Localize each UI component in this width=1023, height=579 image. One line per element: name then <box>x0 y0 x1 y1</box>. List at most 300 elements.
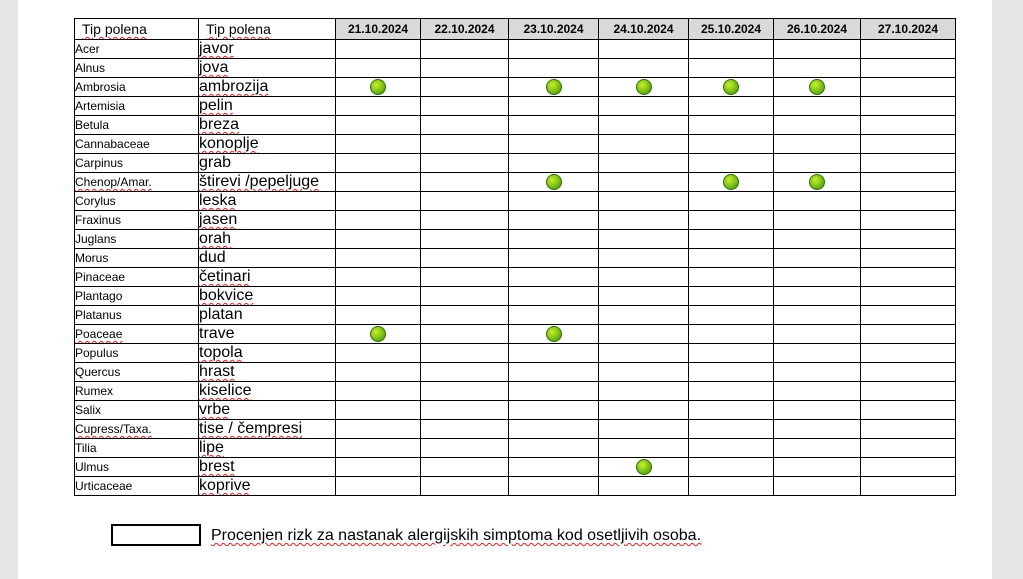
day-cell <box>599 458 689 477</box>
latin-name: Betula <box>75 118 110 132</box>
day-cell <box>689 40 774 59</box>
day-cell <box>689 287 774 306</box>
day-cell <box>421 59 509 78</box>
day-cell <box>421 363 509 382</box>
local-name: orah <box>199 230 232 247</box>
risk-dot-icon <box>723 174 739 190</box>
local-name-cell <box>199 154 336 173</box>
local-name: hrast <box>199 363 235 380</box>
day-cell <box>421 40 509 59</box>
latin-name-cell <box>75 306 199 325</box>
day-cell <box>509 192 599 211</box>
day-cell <box>509 40 599 59</box>
day-cell <box>861 382 956 401</box>
table-row <box>75 458 956 477</box>
day-cell <box>421 192 509 211</box>
latin-name: Corylus <box>75 194 116 208</box>
day-cell <box>509 154 599 173</box>
day-cell <box>421 306 509 325</box>
local-name-cell <box>199 192 336 211</box>
table-row <box>75 477 956 496</box>
local-name-cell <box>199 78 336 97</box>
day-cell <box>509 135 599 154</box>
local-name-cell <box>199 325 336 344</box>
day-cell <box>421 211 509 230</box>
risk-dot-icon <box>809 79 825 95</box>
day-cell <box>421 420 509 439</box>
day-cell <box>509 420 599 439</box>
day-cell <box>689 59 774 78</box>
day-cell <box>336 211 421 230</box>
day-cell <box>861 325 956 344</box>
latin-name-cell <box>75 78 199 97</box>
table-row <box>75 287 956 306</box>
day-cell <box>336 420 421 439</box>
day-cell <box>689 439 774 458</box>
latin-name: Salix <box>75 403 102 417</box>
day-cell <box>689 135 774 154</box>
table-body <box>75 40 956 496</box>
day-cell <box>509 230 599 249</box>
latin-name-cell <box>75 249 199 268</box>
local-name-cell <box>199 344 336 363</box>
day-cell <box>689 154 774 173</box>
day-cell <box>599 97 689 116</box>
day-cell <box>336 287 421 306</box>
day-cell <box>421 249 509 268</box>
day-cell <box>689 306 774 325</box>
day-cell <box>599 211 689 230</box>
day-cell <box>861 458 956 477</box>
day-cell <box>861 268 956 287</box>
header-row <box>75 19 956 40</box>
day-cell <box>774 458 861 477</box>
day-cell <box>861 439 956 458</box>
latin-name: Artemisia <box>75 99 126 113</box>
day-cell <box>599 249 689 268</box>
latin-name-cell <box>75 477 199 496</box>
day-cell <box>599 325 689 344</box>
local-name-cell <box>199 40 336 59</box>
local-name-cell <box>199 268 336 287</box>
day-cell <box>774 401 861 420</box>
day-cell <box>861 211 956 230</box>
day-cell <box>421 325 509 344</box>
day-cell <box>774 211 861 230</box>
day-cell <box>689 458 774 477</box>
latin-name: Alnus <box>75 61 106 75</box>
day-cell <box>421 382 509 401</box>
table-row <box>75 173 956 192</box>
day-cell <box>689 382 774 401</box>
table-row <box>75 344 956 363</box>
day-cell <box>599 306 689 325</box>
latin-name-cell <box>75 192 199 211</box>
day-cell <box>336 363 421 382</box>
day-cell <box>689 344 774 363</box>
local-name-cell <box>199 439 336 458</box>
table-row <box>75 192 956 211</box>
latin-name: Rumex <box>75 384 114 398</box>
pollen-table <box>74 18 956 496</box>
latin-name: Tilia <box>75 441 97 455</box>
legend-swatch <box>111 524 201 546</box>
local-name-cell <box>199 230 336 249</box>
risk-dot-icon <box>370 79 386 95</box>
latin-name: Pinaceae <box>75 270 126 284</box>
local-name: ambrozija <box>199 78 269 95</box>
day-cell <box>421 97 509 116</box>
latin-name-cell <box>75 135 199 154</box>
local-name: platan <box>199 306 243 323</box>
local-name-cell <box>199 116 336 135</box>
latin-name-cell <box>75 401 199 420</box>
latin-name-cell <box>75 40 199 59</box>
day-cell <box>336 439 421 458</box>
day-cell <box>599 154 689 173</box>
day-cell <box>509 458 599 477</box>
header-date: 21.10.2024 <box>336 19 421 40</box>
latin-name: Quercus <box>75 365 121 379</box>
day-cell <box>861 477 956 496</box>
latin-name-cell <box>75 173 199 192</box>
day-cell <box>599 40 689 59</box>
local-name-cell <box>199 382 336 401</box>
table-row <box>75 401 956 420</box>
local-name: javor <box>199 40 234 57</box>
local-name: brest <box>199 458 235 475</box>
header-local-name: Tip polena <box>199 19 336 40</box>
day-cell <box>336 268 421 287</box>
latin-name-cell <box>75 268 199 287</box>
day-cell <box>509 211 599 230</box>
day-cell <box>599 59 689 78</box>
day-cell <box>861 192 956 211</box>
day-cell <box>336 116 421 135</box>
table-row <box>75 59 956 78</box>
day-cell <box>774 287 861 306</box>
day-cell <box>509 287 599 306</box>
latin-name: Platanus <box>75 308 122 322</box>
day-cell <box>509 401 599 420</box>
day-cell <box>774 154 861 173</box>
local-name: leska <box>199 192 237 209</box>
latin-name: Urticaceae <box>75 479 133 493</box>
latin-name: Ambrosia <box>75 80 126 94</box>
latin-name: Acer <box>75 42 100 56</box>
local-name: breza <box>199 116 240 133</box>
day-cell <box>336 154 421 173</box>
day-cell <box>421 477 509 496</box>
day-cell <box>509 173 599 192</box>
local-name: tise / čempresi <box>199 420 303 437</box>
day-cell <box>689 268 774 287</box>
risk-dot-icon <box>636 79 652 95</box>
day-cell <box>509 97 599 116</box>
local-name-cell <box>199 249 336 268</box>
day-cell <box>336 173 421 192</box>
day-cell <box>774 249 861 268</box>
day-cell <box>861 249 956 268</box>
latin-name: Fraxinus <box>75 213 122 227</box>
local-name-cell <box>199 363 336 382</box>
day-cell <box>336 382 421 401</box>
day-cell <box>689 192 774 211</box>
day-cell <box>509 249 599 268</box>
local-name: vrbe <box>199 401 231 418</box>
day-cell <box>689 116 774 135</box>
local-name-cell <box>199 287 336 306</box>
day-cell <box>774 363 861 382</box>
day-cell <box>689 97 774 116</box>
day-cell <box>689 173 774 192</box>
day-cell <box>689 420 774 439</box>
latin-name-cell <box>75 363 199 382</box>
local-name-cell <box>199 135 336 154</box>
day-cell <box>421 287 509 306</box>
day-cell <box>336 306 421 325</box>
latin-name-cell <box>75 211 199 230</box>
day-cell <box>599 135 689 154</box>
header-date: 22.10.2024 <box>421 19 509 40</box>
day-cell <box>421 135 509 154</box>
day-cell <box>689 363 774 382</box>
day-cell <box>599 420 689 439</box>
day-cell <box>861 78 956 97</box>
day-cell <box>599 192 689 211</box>
day-cell <box>689 325 774 344</box>
table-row <box>75 40 956 59</box>
day-cell <box>689 477 774 496</box>
table-row <box>75 97 956 116</box>
day-cell <box>774 192 861 211</box>
latin-name-cell <box>75 344 199 363</box>
day-cell <box>336 477 421 496</box>
day-cell <box>336 325 421 344</box>
header-date: 26.10.2024 <box>774 19 861 40</box>
day-cell <box>861 287 956 306</box>
day-cell <box>336 97 421 116</box>
day-cell <box>689 230 774 249</box>
latin-name-cell <box>75 382 199 401</box>
local-name: trave <box>199 325 235 342</box>
day-cell <box>421 344 509 363</box>
day-cell <box>336 458 421 477</box>
day-cell <box>774 78 861 97</box>
day-cell <box>336 78 421 97</box>
day-cell <box>509 78 599 97</box>
day-cell <box>421 154 509 173</box>
day-cell <box>861 401 956 420</box>
day-cell <box>509 268 599 287</box>
day-cell <box>599 116 689 135</box>
day-cell <box>861 230 956 249</box>
day-cell <box>421 173 509 192</box>
table-row <box>75 363 956 382</box>
day-cell <box>421 116 509 135</box>
day-cell <box>336 192 421 211</box>
table-row <box>75 135 956 154</box>
day-cell <box>861 40 956 59</box>
day-cell <box>689 249 774 268</box>
day-cell <box>509 363 599 382</box>
local-name-cell <box>199 401 336 420</box>
day-cell <box>774 116 861 135</box>
day-cell <box>599 477 689 496</box>
day-cell <box>774 40 861 59</box>
day-cell <box>861 59 956 78</box>
latin-name: Carpinus <box>75 156 124 170</box>
day-cell <box>774 420 861 439</box>
local-name-cell <box>199 97 336 116</box>
local-name: štirevi /pepeljuge <box>199 173 320 190</box>
table-row <box>75 420 956 439</box>
day-cell <box>599 173 689 192</box>
day-cell <box>421 439 509 458</box>
local-name-cell <box>199 458 336 477</box>
risk-dot-icon <box>723 79 739 95</box>
day-cell <box>509 344 599 363</box>
day-cell <box>689 78 774 97</box>
day-cell <box>509 477 599 496</box>
latin-name: Morus <box>75 251 109 265</box>
risk-dot-icon <box>546 174 562 190</box>
local-name: četinari <box>199 268 251 285</box>
day-cell <box>861 154 956 173</box>
risk-dot-icon <box>809 174 825 190</box>
header-date: 23.10.2024 <box>509 19 599 40</box>
day-cell <box>336 230 421 249</box>
latin-name-cell <box>75 287 199 306</box>
local-name: dud <box>199 249 226 266</box>
day-cell <box>509 116 599 135</box>
day-cell <box>599 344 689 363</box>
local-name-cell <box>199 477 336 496</box>
table-row <box>75 249 956 268</box>
latin-name: Cupress/Taxa. <box>75 422 152 436</box>
risk-dot-icon <box>636 459 652 475</box>
day-cell <box>774 97 861 116</box>
day-cell <box>774 135 861 154</box>
day-cell <box>774 173 861 192</box>
day-cell <box>774 344 861 363</box>
day-cell <box>421 458 509 477</box>
latin-name-cell <box>75 116 199 135</box>
local-name: topola <box>199 344 243 361</box>
local-name-cell <box>199 420 336 439</box>
day-cell <box>336 344 421 363</box>
day-cell <box>774 230 861 249</box>
day-cell <box>774 268 861 287</box>
table-row <box>75 306 956 325</box>
latin-name: Poaceae <box>75 327 123 341</box>
latin-name-cell <box>75 420 199 439</box>
day-cell <box>509 382 599 401</box>
table-row <box>75 382 956 401</box>
day-cell <box>689 401 774 420</box>
table-row <box>75 325 956 344</box>
table-row <box>75 230 956 249</box>
day-cell <box>336 40 421 59</box>
risk-dot-icon <box>546 326 562 342</box>
day-cell <box>861 344 956 363</box>
local-name: pelin <box>199 97 233 114</box>
day-cell <box>774 477 861 496</box>
day-cell <box>509 325 599 344</box>
legend-text: Procenjen rizk za nastanak alergijskih simptoma kod osetljivih osoba. <box>211 527 702 544</box>
day-cell <box>861 97 956 116</box>
table-header <box>75 19 956 40</box>
local-name: lipe <box>199 439 224 456</box>
latin-name: Populus <box>75 346 119 360</box>
day-cell <box>861 173 956 192</box>
day-cell <box>336 59 421 78</box>
day-cell <box>509 306 599 325</box>
day-cell <box>774 306 861 325</box>
header-date: 27.10.2024 <box>861 19 956 40</box>
latin-name-cell <box>75 325 199 344</box>
local-name: jova <box>199 59 229 76</box>
risk-dot-icon <box>370 326 386 342</box>
day-cell <box>509 59 599 78</box>
local-name-cell <box>199 306 336 325</box>
day-cell <box>599 78 689 97</box>
latin-name: Chenop/Amar. <box>75 175 152 189</box>
latin-name-cell <box>75 439 199 458</box>
latin-name-cell <box>75 97 199 116</box>
day-cell <box>336 401 421 420</box>
day-cell <box>421 230 509 249</box>
header-date: 24.10.2024 <box>599 19 689 40</box>
day-cell <box>336 135 421 154</box>
latin-name: Cannabaceae <box>75 137 150 151</box>
local-name: jasen <box>199 211 238 228</box>
day-cell <box>599 439 689 458</box>
local-name: konoplje <box>199 135 259 152</box>
local-name-cell <box>199 59 336 78</box>
table-row <box>75 78 956 97</box>
table-row <box>75 116 956 135</box>
latin-name: Plantago <box>75 289 123 303</box>
local-name: grab <box>199 154 232 171</box>
day-cell <box>421 78 509 97</box>
local-name-cell <box>199 173 336 192</box>
local-name: koprive <box>199 477 251 494</box>
document-page <box>18 0 992 579</box>
day-cell <box>599 287 689 306</box>
day-cell <box>861 116 956 135</box>
header-date: 25.10.2024 <box>689 19 774 40</box>
latin-name: Ulmus <box>75 460 110 474</box>
day-cell <box>774 325 861 344</box>
day-cell <box>599 268 689 287</box>
risk-dot-icon <box>546 79 562 95</box>
day-cell <box>509 439 599 458</box>
day-cell <box>861 135 956 154</box>
latin-name-cell <box>75 59 199 78</box>
local-name: kiselice <box>199 382 252 399</box>
day-cell <box>421 268 509 287</box>
day-cell <box>599 401 689 420</box>
day-cell <box>774 59 861 78</box>
table-row <box>75 154 956 173</box>
day-cell <box>336 249 421 268</box>
day-cell <box>599 363 689 382</box>
local-name-cell <box>199 211 336 230</box>
day-cell <box>861 363 956 382</box>
latin-name: Juglans <box>75 232 117 246</box>
latin-name-cell <box>75 458 199 477</box>
